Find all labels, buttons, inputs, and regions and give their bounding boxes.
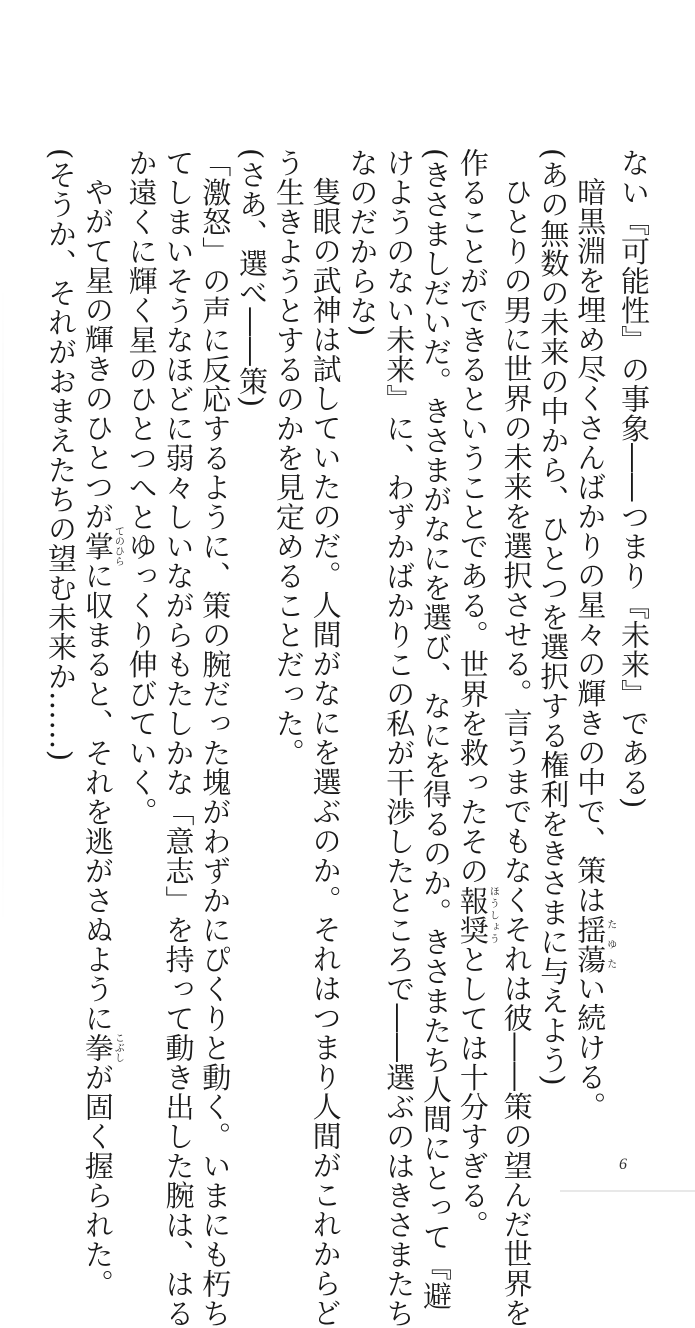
ruby-kobushi: 拳こぶし bbox=[80, 1032, 124, 1063]
ruby-yuta: 揺蕩たゆた bbox=[573, 914, 616, 974]
text-line: (さあ、選べ――策) bbox=[235, 148, 270, 408]
text-line: う生きようとするのかを見定めることだった。 bbox=[271, 148, 306, 768]
text-line: (きさましだいだ。きさまがなにを選び、なにを得るのか。きさまたち人間にとって『避 bbox=[419, 148, 454, 1311]
text-line: (そうか、それがおまえたちの望む未来か……) bbox=[44, 148, 79, 762]
page-bottom-edge bbox=[560, 1190, 695, 1192]
text-line: (あの無数の未来の中から、ひとつを選択する権利をきさまに与えよう) bbox=[536, 148, 571, 1087]
ruby-tenohira: 掌てのひら bbox=[80, 526, 124, 566]
text-line: やがて星の輝きのひとつが掌てのひらに収まると、それを逃がさぬように拳こぶしが固く握られた。 bbox=[80, 177, 124, 1299]
ruby-housho: 報奨ほうしょう bbox=[455, 885, 499, 945]
vertical-text-body bbox=[44, 148, 652, 1328]
text-line: けようのない未来』に、わずかばかりこの私が干渉したところで――選ぶのはきさまたち bbox=[382, 148, 417, 1328]
text-line: 暗黒淵を埋め尽くさんばかりの星々の輝きの中で、策は揺蕩たゆたい続ける。 bbox=[573, 177, 616, 1121]
text-line: ない『可能性』の事象――つまり『未来』である) bbox=[617, 148, 651, 809]
text-line: てしまいそうなほどに弱々しいながらもたしかな「意志」を持って動き出した腕は、はる bbox=[161, 148, 196, 1328]
text-line: なのだからな) bbox=[345, 148, 380, 337]
page-edge-shadow bbox=[2, 280, 4, 930]
text-line: か遠くに輝く星のひとつへとゆっくり伸びていく。 bbox=[124, 148, 159, 827]
text-line: 「激怒」の声に反応するように、策の腕だった塊がわずかにぴくりと動く。いまにも朽ち bbox=[198, 148, 233, 1328]
text-line: 隻眼の武神は試していたのだ。人間がなにを選ぶのか。それはつまり人間がこれからど bbox=[308, 177, 343, 1328]
page-number: 6 bbox=[619, 1156, 627, 1173]
text-line: ひとりの男に世界の未来を選択させる。言うまでもなくそれは彼――策の望んだ世界を bbox=[499, 177, 534, 1328]
text-line: 作ることができるということである。世界を救ったその報奨ほうしょうとしては十分すぎる。 bbox=[455, 148, 499, 1240]
